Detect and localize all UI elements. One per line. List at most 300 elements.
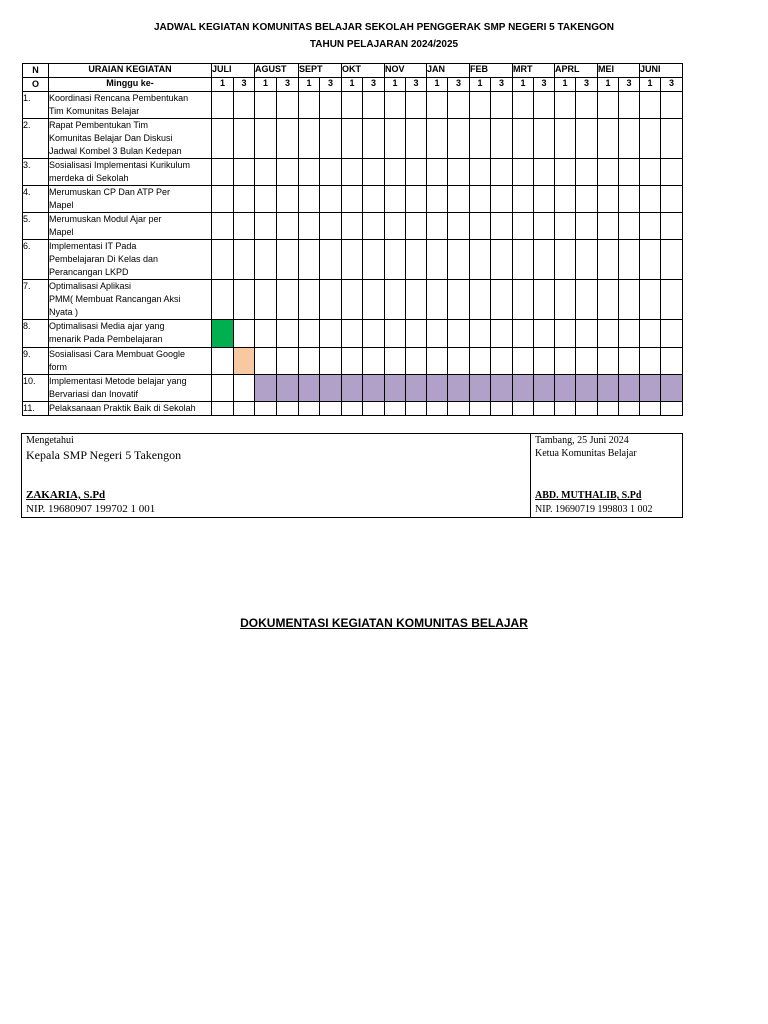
schedule-cell	[661, 159, 683, 186]
activity-description-line: Sosialisasi Implementasi Kurikulum	[49, 160, 191, 170]
activity-description-line: Optimalisasi Aplikasi	[49, 281, 132, 291]
week-number: 1	[640, 78, 661, 92]
principal-nip: NIP. 19680907 199702 1 001	[26, 503, 156, 515]
schedule-cell	[299, 240, 320, 280]
schedule-cell	[640, 348, 661, 375]
month-header: APRL	[555, 64, 598, 78]
activity-row	[23, 186, 683, 213]
schedule-mark-purple	[619, 375, 640, 402]
schedule-cell	[513, 159, 534, 186]
schedule-cell	[212, 375, 234, 402]
schedule-cell	[212, 240, 234, 280]
schedule-cell	[320, 240, 342, 280]
schedule-mark-orange	[234, 348, 255, 375]
schedule-cell	[320, 402, 342, 416]
week-number: 1	[513, 78, 534, 92]
schedule-cell	[234, 119, 255, 159]
schedule-cell	[619, 119, 640, 159]
schedule-mark-purple	[363, 375, 385, 402]
principal-position: Kepala SMP Negeri 5 Takengon	[26, 448, 182, 462]
week-number: 3	[363, 78, 385, 92]
schedule-cell	[320, 119, 342, 159]
activity-number: 10.	[23, 375, 49, 402]
activity-description	[49, 348, 212, 375]
schedule-cell	[491, 240, 513, 280]
schedule-cell	[299, 402, 320, 416]
schedule-cell	[299, 213, 320, 240]
activity-description-line: Implementasi IT Pada	[49, 241, 137, 251]
activity-description	[49, 213, 212, 240]
schedule-cell	[406, 320, 427, 348]
schedule-cell	[513, 186, 534, 213]
schedule-cell	[470, 280, 491, 320]
schedule-cell	[363, 402, 385, 416]
schedule-cell	[234, 280, 255, 320]
schedule-cell	[661, 186, 683, 213]
schedule-cell	[427, 159, 448, 186]
schedule-cell	[299, 320, 320, 348]
schedule-mark-purple	[598, 375, 619, 402]
week-number: 3	[406, 78, 427, 92]
schedule-cell	[406, 119, 427, 159]
activity-description-line: Pelaksanaan Praktik Baik di Sekolah	[49, 403, 196, 413]
schedule-cell	[513, 280, 534, 320]
schedule-cell	[513, 92, 534, 119]
month-header: AGUST	[255, 64, 299, 78]
schedule-cell	[342, 186, 363, 213]
schedule-mark-purple	[277, 375, 299, 402]
schedule-cell	[427, 92, 448, 119]
schedule-cell	[320, 92, 342, 119]
schedule-cell	[448, 348, 470, 375]
week-number: 1	[555, 78, 576, 92]
schedule-cell	[234, 320, 255, 348]
principal-name: ZAKARIA, S.Pd	[26, 489, 106, 501]
schedule-cell	[470, 348, 491, 375]
month-header: JULI	[212, 64, 255, 78]
schedule-cell	[212, 280, 234, 320]
schedule-cell	[385, 186, 406, 213]
schedule-cell	[640, 280, 661, 320]
schedule-cell	[234, 402, 255, 416]
schedule-cell	[640, 213, 661, 240]
schedule-cell	[212, 348, 234, 375]
schedule-cell	[513, 348, 534, 375]
schedule-cell	[576, 119, 598, 159]
activity-description	[49, 240, 212, 280]
week-number: 1	[299, 78, 320, 92]
activity-description-line: form	[49, 362, 67, 372]
schedule-cell	[363, 186, 385, 213]
activity-description	[49, 375, 212, 402]
schedule-cell	[640, 402, 661, 416]
week-number: 3	[491, 78, 513, 92]
schedule-cell	[555, 92, 576, 119]
schedule-cell	[448, 213, 470, 240]
schedule-cell	[448, 320, 470, 348]
activity-description-line: Koordinasi Rencana Pembentukan	[49, 93, 189, 103]
schedule-cell	[427, 213, 448, 240]
schedule-cell	[619, 320, 640, 348]
schedule-mark-purple	[640, 375, 661, 402]
schedule-cell	[470, 402, 491, 416]
schedule-cell	[363, 213, 385, 240]
schedule-cell	[255, 92, 277, 119]
month-header: MRT	[513, 64, 555, 78]
week-number: 1	[470, 78, 491, 92]
schedule-cell	[448, 159, 470, 186]
activity-number: 5.	[23, 213, 49, 240]
activity-description-line: Mapel	[49, 200, 74, 210]
schedule-cell	[470, 92, 491, 119]
schedule-cell	[234, 375, 255, 402]
schedule-cell	[619, 186, 640, 213]
schedule-cell	[406, 402, 427, 416]
activity-row	[23, 280, 683, 320]
schedule-cell	[320, 348, 342, 375]
week-number: 1	[598, 78, 619, 92]
schedule-cell	[427, 320, 448, 348]
chair-nip: NIP. 19690719 199803 1 002	[535, 504, 653, 515]
documentation-title: DOKUMENTASI KEGIATAN KOMUNITAS BELAJAR	[240, 616, 528, 630]
schedule-subtitle: TAHUN PELAJARAN 2024/2025	[309, 39, 459, 50]
week-number: 1	[342, 78, 363, 92]
schedule-cell	[406, 159, 427, 186]
schedule-cell	[598, 240, 619, 280]
schedule-cell	[534, 320, 555, 348]
schedule-cell	[212, 213, 234, 240]
col-no-header: N	[23, 64, 49, 78]
schedule-cell	[640, 186, 661, 213]
schedule-cell	[277, 240, 299, 280]
schedule-table	[22, 63, 683, 416]
schedule-cell	[555, 159, 576, 186]
schedule-cell	[277, 402, 299, 416]
schedule-cell	[598, 186, 619, 213]
schedule-cell	[320, 186, 342, 213]
week-number: 3	[448, 78, 470, 92]
schedule-cell	[385, 213, 406, 240]
activity-row	[23, 402, 683, 416]
schedule-cell	[534, 92, 555, 119]
schedule-cell	[342, 402, 363, 416]
schedule-cell	[277, 159, 299, 186]
schedule-cell	[661, 92, 683, 119]
schedule-cell	[363, 320, 385, 348]
schedule-cell	[555, 280, 576, 320]
schedule-cell	[320, 159, 342, 186]
schedule-mark-purple	[255, 375, 277, 402]
schedule-cell	[448, 240, 470, 280]
chair-position: Ketua Komunitas Belajar	[535, 448, 637, 459]
schedule-cell	[234, 159, 255, 186]
schedule-cell	[385, 159, 406, 186]
schedule-cell	[363, 240, 385, 280]
schedule-cell	[299, 280, 320, 320]
chair-name: ABD. MUTHALIB, S.Pd	[535, 490, 642, 501]
schedule-cell	[598, 280, 619, 320]
activity-description-line: merdeka di Sekolah	[49, 173, 129, 183]
schedule-cell	[448, 402, 470, 416]
schedule-cell	[363, 280, 385, 320]
schedule-cell	[640, 92, 661, 119]
schedule-cell	[427, 240, 448, 280]
activity-description-line: PMM( Membuat Rancangan Aksi	[49, 294, 181, 304]
schedule-cell	[491, 213, 513, 240]
schedule-mark-purple	[513, 375, 534, 402]
schedule-cell	[320, 213, 342, 240]
activity-description	[49, 320, 212, 348]
acknowledged-label: Mengetahui	[26, 435, 74, 446]
activity-number: 9.	[23, 348, 49, 375]
schedule-cell	[491, 186, 513, 213]
activity-number: 1.	[23, 92, 49, 119]
schedule-cell	[212, 119, 234, 159]
schedule-cell	[598, 320, 619, 348]
schedule-cell	[619, 348, 640, 375]
schedule-cell	[448, 186, 470, 213]
schedule-cell	[277, 92, 299, 119]
activity-description-line: menarik Pada Pembelajaran	[49, 334, 163, 344]
schedule-cell	[598, 92, 619, 119]
schedule-cell	[598, 119, 619, 159]
schedule-mark-purple	[320, 375, 342, 402]
schedule-cell	[534, 402, 555, 416]
schedule-cell	[385, 348, 406, 375]
schedule-cell	[448, 119, 470, 159]
activity-description	[49, 402, 212, 416]
activity-description-line: Rapat Pembentukan Tim	[49, 120, 149, 130]
signature-table	[21, 433, 683, 518]
schedule-mark-purple	[385, 375, 406, 402]
schedule-cell	[212, 159, 234, 186]
schedule-cell	[555, 213, 576, 240]
activity-number: 4.	[23, 186, 49, 213]
schedule-cell	[555, 240, 576, 280]
activity-description-line: Pembelajaran Di Kelas dan	[49, 254, 159, 264]
schedule-cell	[342, 320, 363, 348]
schedule-title: JADWAL KEGIATAN KOMUNITAS BELAJAR SEKOLAH PENGGERAK SMP NEGERI 5 TAKENGON	[153, 22, 615, 33]
schedule-cell	[299, 159, 320, 186]
activity-row	[23, 159, 683, 186]
schedule-cell	[619, 240, 640, 280]
week-number: 1	[427, 78, 448, 92]
schedule-cell	[619, 92, 640, 119]
schedule-cell	[299, 348, 320, 375]
activity-description	[49, 280, 212, 320]
schedule-cell	[576, 159, 598, 186]
schedule-cell	[661, 320, 683, 348]
activity-description-line: Mapel	[49, 227, 74, 237]
schedule-cell	[661, 280, 683, 320]
activity-description-line: Merumuskan CP Dan ATP Per	[49, 187, 171, 197]
schedule-cell	[555, 348, 576, 375]
activity-number: 11.	[23, 402, 49, 416]
schedule-cell	[363, 92, 385, 119]
schedule-cell	[576, 320, 598, 348]
schedule-cell	[385, 402, 406, 416]
schedule-cell	[427, 186, 448, 213]
schedule-cell	[576, 240, 598, 280]
schedule-cell	[363, 159, 385, 186]
activity-row	[23, 348, 683, 375]
schedule-mark-purple	[555, 375, 576, 402]
col-no-header-bottom: O	[23, 78, 49, 92]
schedule-cell	[234, 240, 255, 280]
schedule-cell	[406, 213, 427, 240]
schedule-cell	[534, 186, 555, 213]
schedule-cell	[277, 320, 299, 348]
activity-description-line: Perancangan LKPD	[49, 267, 129, 277]
schedule-cell	[534, 159, 555, 186]
activity-number: 3.	[23, 159, 49, 186]
schedule-cell	[406, 280, 427, 320]
week-number: 3	[277, 78, 299, 92]
schedule-cell	[513, 402, 534, 416]
activity-row	[23, 375, 683, 402]
schedule-cell	[576, 280, 598, 320]
week-number: 3	[661, 78, 683, 92]
schedule-cell	[555, 186, 576, 213]
schedule-cell	[619, 213, 640, 240]
week-number: 3	[320, 78, 342, 92]
schedule-cell	[470, 213, 491, 240]
schedule-cell	[661, 402, 683, 416]
schedule-cell	[342, 159, 363, 186]
schedule-cell	[534, 348, 555, 375]
schedule-cell	[212, 92, 234, 119]
schedule-cell	[406, 348, 427, 375]
schedule-mark-purple	[406, 375, 427, 402]
activity-description	[49, 92, 212, 119]
schedule-mark-purple	[342, 375, 363, 402]
schedule-cell	[448, 280, 470, 320]
schedule-cell	[277, 186, 299, 213]
schedule-cell	[534, 213, 555, 240]
schedule-cell	[555, 402, 576, 416]
month-header: NOV	[385, 64, 427, 78]
week-number: 1	[255, 78, 277, 92]
activity-description-line: Bervariasi dan Inovatif	[49, 389, 139, 399]
week-number: 3	[234, 78, 255, 92]
schedule-mark-purple	[299, 375, 320, 402]
schedule-cell	[661, 240, 683, 280]
schedule-cell	[491, 402, 513, 416]
schedule-cell	[212, 186, 234, 213]
schedule-cell	[534, 280, 555, 320]
schedule-cell	[406, 186, 427, 213]
activity-number: 8.	[23, 320, 49, 348]
schedule-cell	[448, 92, 470, 119]
schedule-cell	[234, 213, 255, 240]
schedule-cell	[255, 186, 277, 213]
schedule-cell	[427, 402, 448, 416]
activity-number: 2.	[23, 119, 49, 159]
schedule-cell	[385, 119, 406, 159]
activity-description	[49, 119, 212, 159]
schedule-cell	[342, 213, 363, 240]
schedule-cell	[255, 119, 277, 159]
place-date: Tambang, 25 Juni 2024	[535, 435, 629, 446]
month-header: OKT	[342, 64, 385, 78]
month-header: SEPT	[299, 64, 342, 78]
schedule-cell	[342, 92, 363, 119]
signature-left	[22, 434, 531, 518]
activity-number: 6.	[23, 240, 49, 280]
activity-row	[23, 213, 683, 240]
col-uraian-header: URAIAN KEGIATAN	[49, 64, 212, 78]
schedule-cell	[342, 280, 363, 320]
schedule-cell	[234, 92, 255, 119]
schedule-cell	[255, 159, 277, 186]
schedule-cell	[470, 240, 491, 280]
week-number: 1	[385, 78, 406, 92]
activity-row	[23, 320, 683, 348]
schedule-cell	[255, 402, 277, 416]
schedule-cell	[491, 119, 513, 159]
schedule-cell	[427, 119, 448, 159]
schedule-cell	[470, 320, 491, 348]
schedule-cell	[576, 348, 598, 375]
schedule-cell	[255, 320, 277, 348]
schedule-mark-purple	[470, 375, 491, 402]
schedule-cell	[555, 320, 576, 348]
schedule-cell	[385, 240, 406, 280]
schedule-mark-purple	[491, 375, 513, 402]
activity-description	[49, 159, 212, 186]
schedule-cell	[406, 240, 427, 280]
schedule-cell	[255, 240, 277, 280]
schedule-cell	[255, 348, 277, 375]
schedule-cell	[277, 213, 299, 240]
schedule-cell	[598, 402, 619, 416]
col-week-header: Minggu ke-	[49, 78, 212, 92]
schedule-cell	[342, 119, 363, 159]
week-number: 3	[576, 78, 598, 92]
activity-description-line: Tim Komunitas Belajar	[49, 106, 140, 116]
schedule-cell	[576, 92, 598, 119]
schedule-mark-purple	[661, 375, 683, 402]
schedule-cell	[470, 119, 491, 159]
schedule-cell	[513, 119, 534, 159]
schedule-cell	[470, 159, 491, 186]
schedule-cell	[277, 119, 299, 159]
schedule-cell	[576, 213, 598, 240]
schedule-cell	[598, 213, 619, 240]
schedule-cell	[598, 348, 619, 375]
month-header: FEB	[470, 64, 513, 78]
schedule-cell	[470, 186, 491, 213]
week-number: 1	[212, 78, 234, 92]
activity-row	[23, 240, 683, 280]
schedule-cell	[385, 92, 406, 119]
schedule-cell	[640, 240, 661, 280]
month-header: JAN	[427, 64, 470, 78]
schedule-cell	[661, 119, 683, 159]
activity-description-line: Komunitas Belajar Dan Diskusi	[49, 133, 173, 143]
activity-description-line: Implementasi Metode belajar yang	[49, 376, 187, 386]
schedule-cell	[491, 348, 513, 375]
activity-description-line: Merumuskan Modul Ajar per	[49, 214, 162, 224]
schedule-cell	[576, 402, 598, 416]
activity-description-line: Sosialisasi Cara Membuat Google	[49, 349, 186, 359]
schedule-cell	[406, 92, 427, 119]
activity-number: 7.	[23, 280, 49, 320]
schedule-cell	[255, 280, 277, 320]
schedule-cell	[342, 348, 363, 375]
schedule-cell	[640, 320, 661, 348]
signature-right	[531, 434, 683, 518]
